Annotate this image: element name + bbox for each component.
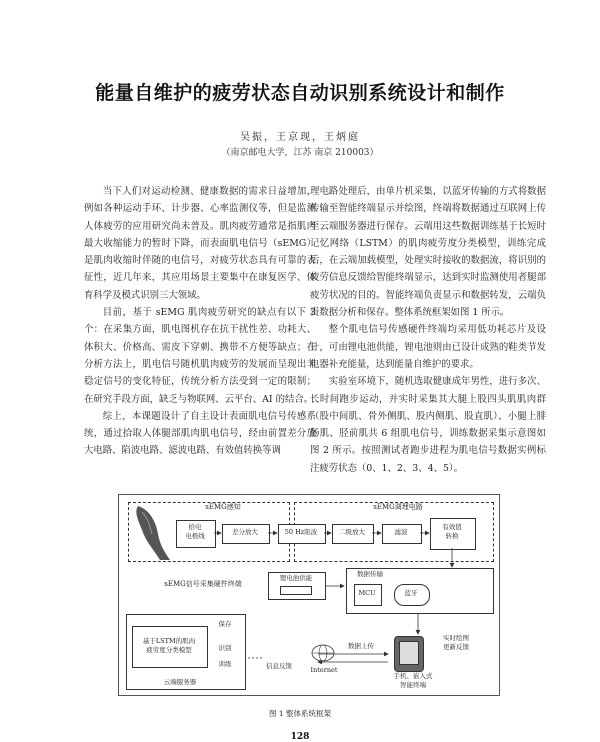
page-number: 128 [290, 732, 310, 742]
battery-icon [280, 586, 312, 595]
semg-sensing-label: sEMG感知 [205, 503, 241, 511]
right-column [310, 183, 546, 477]
paragraph: 实验室环境下，随机选取健康成年男性，进行多次、长时间跑步运动，并实时采集其大腿上股四头肌肌肉群（股中间肌、骨外侧肌、股内侧肌、股直肌）、小腿上腓肠肌、胫前肌共 6 组肌电信号，训练数据采集示意图如图 2 所示。按照测试者跑步进程为肌电信号数据实例标注疲劳状态（0、1、2、3、4、5）。 [310, 376, 546, 474]
cloud-server-label: 云端服务器 [163, 678, 197, 686]
paragraph: 综上，本课题设计了自主设计表面肌电信号传感系统，通过拾取人体腿部肌肉肌电信号，经由前置差分放大电路、陷波电路、滤波电路、有效值转换等调 [84, 410, 316, 457]
paragraph: 目前，基于 sEMG 肌肉疲劳研究的缺点有以下 3 个：在采集方面，肌电图机存在抗干扰性差、功耗大、体积大、价格高、需皮下穿刺、携带不方便等缺点；在分析方法上，肌电信号随机肌肉疲劳的发展而呈现出非稳定信号的变化特征，传统分析方法受到一定的限制；在研究手段方面，缺乏与物联网、云平台、AI 的结合。 [84, 307, 316, 405]
paragraph: 整个肌电信号传感硬件终端均采用低功耗芯片及设计，可由锂电池供能，锂电池则由已设计成熟的鞋类节发电器补充能量，达到能量自维护的要求。 [310, 324, 546, 370]
semg-conditioning-label: sEMG调理电路 [373, 503, 423, 511]
pickup-electrode-label: 拾电 电极线 [185, 523, 205, 540]
train-label: 训练 [218, 660, 232, 668]
phone-screen [399, 641, 419, 665]
paper-title: 能量自维护的疲劳状态自动识别系统设计和制作 [95, 82, 505, 104]
battery-label: 锂电池供能 [279, 574, 313, 582]
data-transfer-label: 数据传输 [357, 570, 383, 578]
paper-affiliation: （南京邮电大学，江苏 南京 210003） [221, 148, 379, 158]
rms-convert-label: 有效值 转换 [442, 523, 462, 540]
info-feedback-label: 信息反馈 [266, 662, 292, 670]
diff-amp-label: 差分放大 [232, 528, 258, 536]
filter-label: 滤波 [394, 528, 408, 536]
figure-caption: 图 1 整体系统框架 [268, 709, 332, 718]
paragraph: 当下人们对运动检测、健康数据的需求日益增加，例如各种运动手环、计步器、心率监测仪等，但是监测人体疲劳的应用研究尚未普及。肌肉疲劳通常是指肌肉最大收缩能力的暂时下降，而表面肌电信号（sEMG）是肌肉收缩时伴随的电信号，对疲劳状态具有可靠的表征性，近几年来，其应用场景主要集中在康复医学、体育科学及模式识别三大领域。 [84, 186, 316, 301]
save-label: 保存 [218, 620, 232, 628]
second-amp-label: 二级放大 [339, 528, 365, 536]
left-column [84, 183, 316, 460]
bluetooth-label: 蓝牙 [404, 589, 418, 597]
recognize-label: 识别 [218, 644, 232, 652]
mcu-label: MCU [358, 589, 376, 597]
paper-authors: 吴振，王京现，王炳庭 [240, 132, 360, 143]
notch-label: 50 Hz陷波 [284, 528, 318, 536]
data-upload-label: 数据上传 [348, 642, 374, 650]
realtime-plot-label: 实时绘图 更新反馈 [443, 634, 469, 651]
paragraph: 理电路处理后，由单片机采集，以蓝牙传输的方式将数据传输至智能终端显示并绘图，终端将数据通过互联网上传至云端服务器进行保存。云端用这些数据训练基于长短时记忆网络（LSTM）的肌肉疲劳度分类模型，训练完成后，在云端加载模型，处理实时接收的数据流，将识别的疲劳信息反馈给智能终端显示，达到实时监测使用者腿部疲劳状况的目的。智能终端负责显示和数据转发，云端负责数据分析和保存。整体系统框架如图 1 所示。 [310, 186, 546, 319]
system-framework-figure [118, 494, 500, 694]
hw-terminal-label: sEMG信号采集硬件终端 [164, 580, 242, 588]
internet-label: Internet [310, 666, 338, 674]
phone-terminal-label: 手机、嵌入式 智能终端 [393, 672, 433, 689]
internet-globe-icon [310, 644, 336, 662]
lstm-model-label: 基于LSTM的肌肉 疲劳度分类模型 [142, 637, 196, 654]
